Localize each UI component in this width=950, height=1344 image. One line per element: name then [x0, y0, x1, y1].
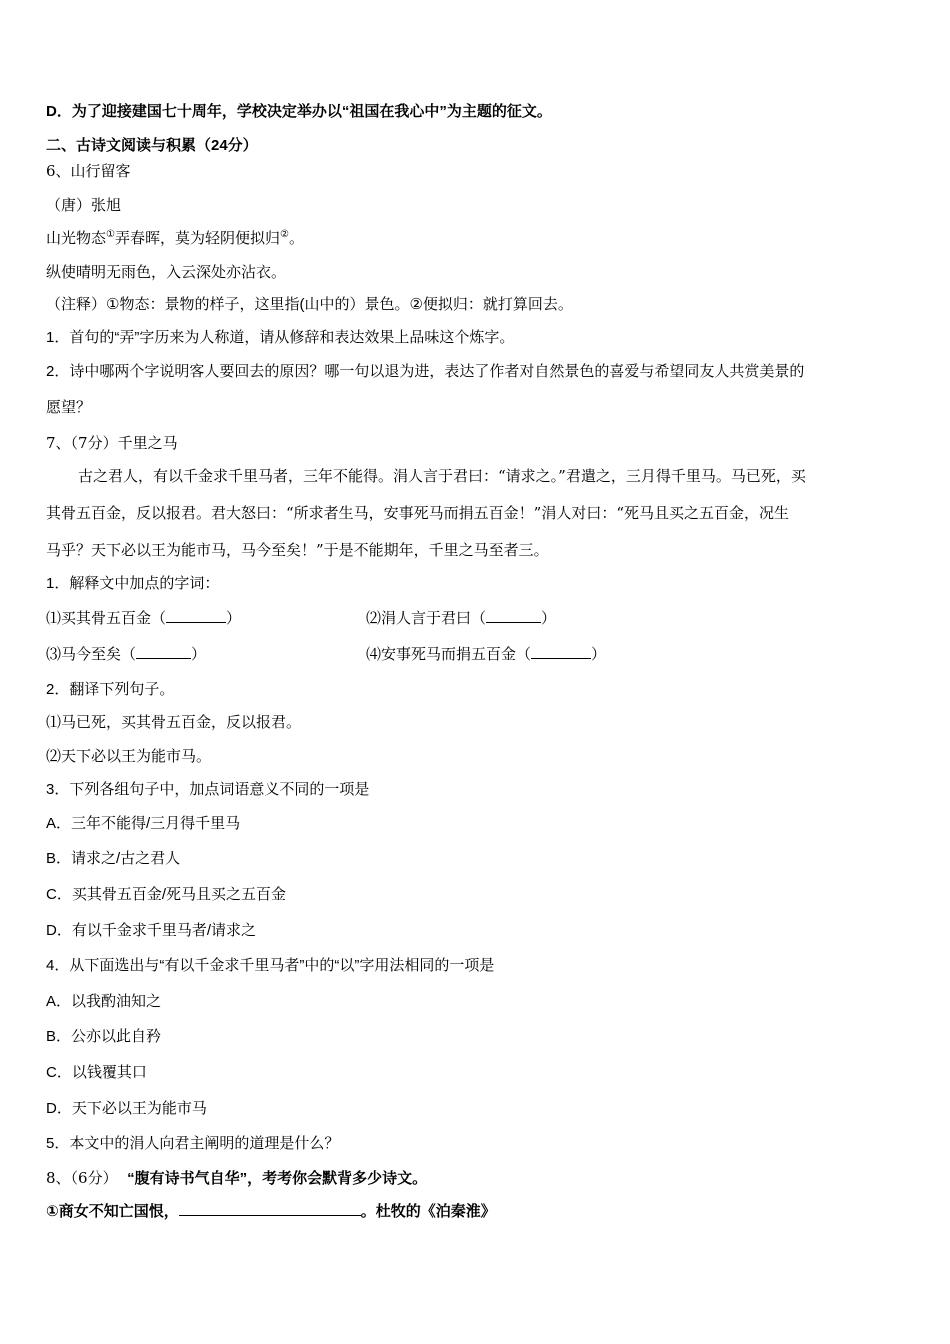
blank-item-2-text: ⑵涓人言于君曰（: [366, 610, 487, 627]
answer-blank-1[interactable]: [166, 608, 226, 623]
footnote-mark-2: ②: [280, 229, 289, 240]
answer-blank-4[interactable]: [531, 644, 591, 659]
poem-line-1: [46, 228, 304, 248]
question-7-3: 3．下列各组句子中，加点词语意义不同的一项是: [46, 781, 370, 798]
question-6-2: 2．诗中哪两个字说明客人要回去的原因？哪一句以退为进，表达了作者对自然景色的喜爱与希望同友人共赏美景的: [46, 363, 805, 380]
question-6-2-cont: 愿望？: [46, 399, 92, 416]
recitation-blank-1[interactable]: [179, 1201, 361, 1216]
question-8-prompt: “腹有诗书气自华”，考考你会默背多少诗文。: [127, 1170, 428, 1187]
passage-line-3: 马乎？天下必以王为能市马，马今至矣！”于是不能期年，千里之马至者三。: [46, 541, 549, 559]
q4-option-a: A．以我酌油知之: [46, 993, 162, 1010]
blank-item-2-close: ）: [541, 610, 557, 627]
q3-option-a: A．三年不能得/三月得千里马: [46, 815, 241, 832]
blank-item-1-close: ）: [226, 610, 242, 627]
poem-line-1-part-b: 弄春晖，莫为轻阴便拟归: [114, 229, 280, 247]
q3-option-d: D．有以千金求千里马者/请求之: [46, 922, 257, 939]
blank-item-4-text: ⑷安事死马而捐五百金（: [366, 646, 532, 663]
recitation-item-1-text: ①商女不知亡国恨，: [46, 1203, 179, 1220]
q3-option-c: C．买其骨五百金/死马且买之五百金: [46, 886, 287, 903]
blank-item-3-close: ）: [191, 646, 207, 663]
question-7-title: 7、（7分）千里之马: [46, 434, 178, 452]
passage-line-1: 古之君人，有以千金求千里马者，三年不能得。涓人言于君曰：“请求之。”君遣之，三月得千里马。马已死，买: [78, 467, 806, 485]
translate-sentence-2: ⑵天下必以王为能市马。: [46, 748, 212, 765]
poem-author: （唐）张旭: [46, 196, 122, 214]
question-8-title: [46, 1168, 427, 1189]
poem-line-2: 纵使晴明无雨色，入云深处亦沾衣。: [46, 263, 287, 281]
question-6-title: 6、山行留客: [46, 162, 131, 180]
question-6-1: 1．首句的“弄”字历来为人称道，请从修辞和表达效果上品味这个炼字。: [46, 329, 515, 346]
blank-item-4: [366, 644, 606, 665]
q4-option-b: B．公亦以此自矜: [46, 1028, 162, 1045]
footnote-mark-1: ①: [106, 229, 115, 240]
question-7-2: 2．翻译下列句子。: [46, 681, 175, 698]
blank-item-1: [46, 608, 241, 629]
recitation-item-1-source: 。杜牧的《泊秦淮》: [360, 1203, 496, 1220]
question-7-5: 5．本文中的涓人向君主阐明的道理是什么？: [46, 1135, 340, 1152]
answer-blank-2[interactable]: [486, 608, 541, 623]
blank-item-2: [366, 608, 556, 629]
question-7-4: 4．从下面选出与“有以千金求千里马者”中的“以”字用法相同的一项是: [46, 957, 495, 974]
blank-item-3-text: ⑶马今至矣（: [46, 646, 137, 663]
section-heading: 二、古诗文阅读与积累（24分）: [46, 137, 258, 154]
recitation-item-1: [46, 1201, 496, 1222]
poem-line-1-part-c: 。: [288, 229, 304, 247]
answer-blank-3[interactable]: [136, 644, 191, 659]
translate-sentence-1: ⑴马已死，买其骨五百金，反以报君。: [46, 714, 302, 731]
poem-line-1-part-a: 山光物态: [46, 229, 107, 247]
q4-option-c: C．以钱覆其口: [46, 1064, 147, 1081]
option-d-line: D．为了迎接建国七十周年，学校决定举办以“祖国在我心中”为主题的征文。: [46, 103, 552, 120]
blank-item-1-text: ⑴买其骨五百金（: [46, 610, 167, 627]
blank-item-4-close: ）: [591, 646, 607, 663]
q3-option-b: B．请求之/古之君人: [46, 850, 181, 867]
question-7-1: 1．解释文中加点的字词：: [46, 575, 220, 592]
poem-notes: （注释）①物态：景物的样子，这里指(山中的）景色。②便拟归：就打算回去。: [46, 296, 573, 313]
blank-item-3: [46, 644, 206, 665]
passage-line-2: 其骨五百金，反以报君。君大怒曰：“所求者生马，安事死马而捐五百金！”涓人对曰：“死马且买之五百金，况生: [46, 504, 790, 522]
q4-option-d: D．天下必以王为能市马: [46, 1100, 207, 1117]
question-8-number: 8、（6分）: [46, 1169, 118, 1187]
